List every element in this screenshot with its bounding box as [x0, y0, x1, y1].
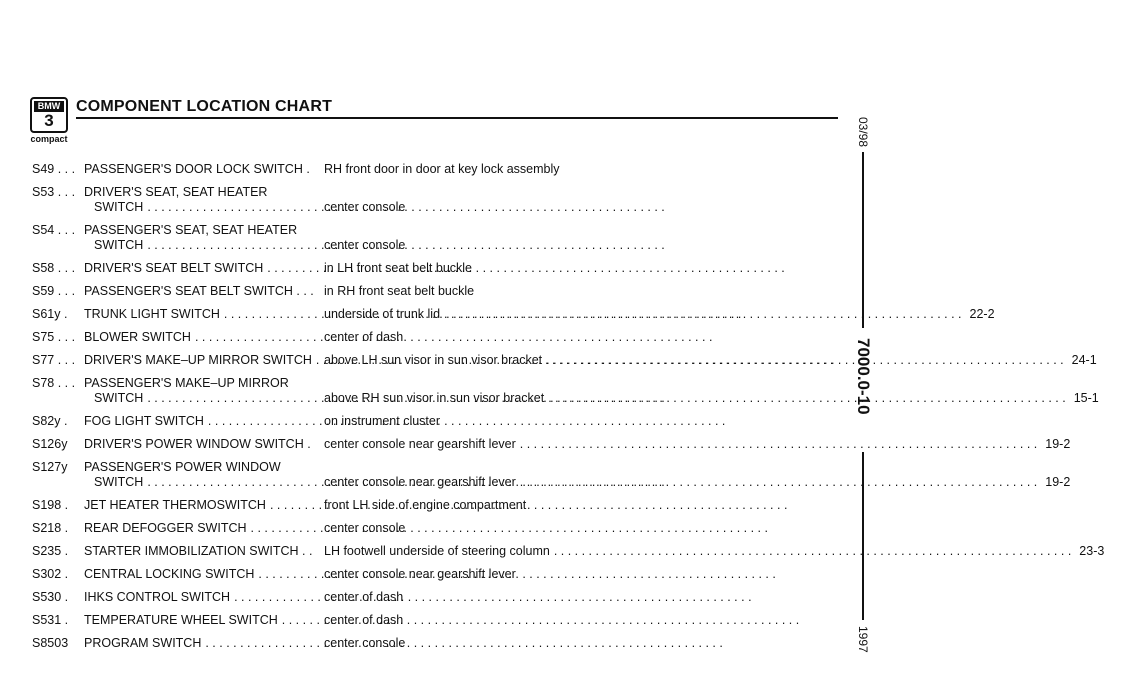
component-code: S126y: [32, 437, 68, 451]
component-name: [84, 162, 322, 177]
page-reference: 23-3: [1079, 544, 1105, 558]
component-name-line: BLOWER SWITCH: [84, 330, 191, 344]
location-text: in LH front seat belt buckle: [324, 261, 472, 275]
component-code: S59 . . .: [32, 284, 76, 298]
component-location: [324, 544, 1079, 559]
component-name-line: FOG LIGHT SWITCH: [84, 414, 204, 428]
component-location: [324, 391, 1074, 406]
page-reference: [748, 567, 792, 582]
location-text: underside of trunk lid: [324, 307, 441, 321]
component-name: [84, 284, 322, 299]
component-name: [84, 567, 322, 582]
location-text: center console: [324, 521, 406, 535]
logo-subtitle: compact: [30, 134, 68, 144]
section-number: 7000.0-10: [854, 338, 873, 415]
page-reference: [748, 414, 792, 429]
page-reference: [748, 284, 792, 299]
component-name-line: SWITCH: [94, 475, 144, 489]
component-name: [84, 376, 322, 406]
component-name-line: PASSENGER'S DOOR LOCK SWITCH .: [84, 162, 310, 176]
side-rule-top: [862, 152, 864, 328]
component-code: S54 . . .: [32, 223, 76, 237]
table-row: [32, 437, 1071, 452]
table-row: [32, 613, 792, 628]
component-location: [324, 414, 748, 429]
location-text: center console: [324, 238, 406, 252]
location-text: above LH sun visor in sun visor bracket: [324, 353, 543, 367]
page-reference: 24-1: [1071, 353, 1097, 367]
component-location: [324, 353, 1072, 368]
bmw-3-compact-logo: [28, 97, 70, 144]
page-reference: [748, 330, 792, 345]
table-row: [32, 414, 792, 429]
location-text: above RH sun visor in sun visor bracket: [324, 391, 545, 405]
component-name-line: PASSENGER'S SEAT BELT SWITCH . . .: [84, 284, 314, 298]
component-name-line: REAR DEFOGGER SWITCH: [84, 521, 247, 535]
location-text: front LH side of engine compartment: [324, 498, 527, 512]
location-text: on instrument cluster: [324, 414, 441, 428]
location-text: center of dash: [324, 330, 404, 344]
page-reference: [748, 238, 792, 253]
location-text: center of dash: [324, 590, 404, 604]
page-title: COMPONENT LOCATION CHART: [76, 98, 333, 115]
component-location: [324, 162, 748, 177]
table-row: [32, 330, 792, 345]
logo-badge: [30, 97, 68, 133]
component-code: S82y .: [32, 414, 68, 428]
component-location: [324, 437, 1045, 452]
component-code: S49 . . .: [32, 162, 76, 176]
page-reference: [748, 498, 792, 513]
dot-leader: [520, 437, 1037, 452]
component-code: S531 .: [32, 613, 69, 627]
component-code: S75 . . .: [32, 330, 76, 344]
page-reference: 22-2: [969, 307, 995, 321]
dot-leader: [546, 353, 1063, 368]
dot-leader: [554, 544, 1071, 559]
component-code: S302 .: [32, 567, 69, 581]
component-name-line: PASSENGER'S POWER WINDOW: [84, 460, 281, 474]
component-location: [324, 284, 748, 299]
component-location: [324, 475, 1045, 490]
page-reference: [748, 261, 792, 276]
component-location: [324, 238, 748, 253]
component-location: [324, 498, 748, 513]
component-code: S235 .: [32, 544, 69, 558]
page-reference: [748, 636, 792, 651]
location-text: RH front door in door at key lock assembly: [324, 162, 560, 176]
location-text: center console near gearshift lever: [324, 475, 516, 489]
revision-date: 03/98: [856, 117, 870, 148]
dot-leader: [520, 475, 1037, 490]
component-name-line: DRIVER'S SEAT BELT SWITCH: [84, 261, 264, 275]
component-name-line: DRIVER'S SEAT, SEAT HEATER: [84, 185, 268, 199]
table-row: [32, 460, 1071, 490]
location-text: in RH front seat belt buckle: [324, 284, 475, 298]
location-text: center console near gearshift lever: [324, 437, 516, 451]
component-name: [84, 460, 322, 490]
title-rule: [76, 117, 838, 119]
table-row: [32, 376, 1099, 406]
table-row: [32, 223, 792, 253]
logo-series: 3: [44, 111, 54, 130]
page-reference: [748, 613, 792, 628]
component-name: [84, 544, 322, 559]
table-row: [32, 307, 995, 322]
page-reference: [748, 521, 792, 536]
component-name: [84, 521, 322, 536]
component-location: [324, 636, 748, 651]
side-rule-bottom: [862, 452, 864, 620]
location-text: center console: [324, 636, 406, 650]
page-reference: 15-1: [1073, 391, 1099, 405]
side-margin: [852, 0, 874, 678]
component-name: [84, 437, 322, 452]
component-name: [84, 307, 322, 322]
component-name: [84, 498, 322, 513]
table-row: [32, 544, 1105, 559]
table-row: [32, 185, 792, 215]
component-name: [84, 590, 322, 605]
table-row: [32, 521, 792, 536]
component-name: [84, 223, 322, 253]
location-text: center of dash: [324, 613, 404, 627]
component-name-line: TRUNK LIGHT SWITCH: [84, 307, 220, 321]
component-name: [84, 330, 322, 345]
component-location: [324, 590, 748, 605]
component-code: S53 . . .: [32, 185, 76, 199]
component-code: S58 . . .: [32, 261, 76, 275]
component-code: S198 .: [32, 498, 69, 512]
page-reference: [748, 162, 792, 177]
dot-leader: [444, 307, 961, 322]
component-code: S77 . . .: [32, 353, 76, 367]
component-name-line: PASSENGER'S MAKE–UP MIRROR: [84, 376, 289, 390]
page-reference: 19-2: [1045, 437, 1071, 451]
table-row: [32, 284, 792, 299]
logo-brand: BMW: [34, 101, 64, 112]
component-name-line: SWITCH: [94, 391, 144, 405]
component-name-line: PROGRAM SWITCH: [84, 636, 202, 650]
location-text: center console: [324, 200, 406, 214]
location-text: LH footwell underside of steering column: [324, 544, 550, 558]
component-name: [84, 414, 322, 429]
component-name: [84, 185, 322, 215]
component-code: S8503: [32, 636, 69, 650]
component-location: [324, 261, 748, 276]
component-code: S218 .: [32, 521, 69, 535]
component-name-line: PASSENGER'S SEAT, SEAT HEATER: [84, 223, 298, 237]
component-name-line: SWITCH: [94, 200, 144, 214]
component-name: [84, 636, 322, 651]
component-location: [324, 613, 748, 628]
component-name-line: SWITCH: [94, 238, 144, 252]
table-row: [32, 261, 792, 276]
component-name-line: DRIVER'S POWER WINDOW SWITCH .: [84, 437, 311, 451]
component-name: [84, 613, 322, 628]
table-row: [32, 567, 792, 582]
component-location: [324, 330, 748, 345]
component-location: [324, 200, 748, 215]
table-row: [32, 636, 792, 651]
table-row: [32, 590, 792, 605]
component-name-line: IHKS CONTROL SWITCH: [84, 590, 231, 604]
component-name-line: CENTRAL LOCKING SWITCH: [84, 567, 255, 581]
page-reference: [748, 200, 792, 215]
dot-leader: [548, 391, 1065, 406]
component-code: S530 .: [32, 590, 69, 604]
page-reference: 19-2: [1045, 475, 1071, 489]
component-name-line: TEMPERATURE WHEEL SWITCH: [84, 613, 278, 627]
component-name-line: JET HEATER THERMOSWITCH: [84, 498, 266, 512]
component-name-line: STARTER IMMOBILIZATION SWITCH . .: [84, 544, 313, 558]
component-code: S78 . . .: [32, 376, 76, 390]
table-row: [32, 498, 792, 513]
location-text: center console near gearshift lever: [324, 567, 516, 581]
model-year: 1997: [856, 626, 870, 653]
table-row: [32, 162, 792, 177]
component-name-line: DRIVER'S MAKE–UP MIRROR SWITCH: [84, 353, 312, 367]
component-name: [84, 353, 322, 368]
component-code: S127y: [32, 460, 68, 474]
component-code: S61y .: [32, 307, 68, 321]
component-name: [84, 261, 322, 276]
component-location: [324, 521, 748, 536]
component-location: [324, 567, 748, 582]
page-reference: [748, 590, 792, 605]
table-row: [32, 353, 1097, 368]
